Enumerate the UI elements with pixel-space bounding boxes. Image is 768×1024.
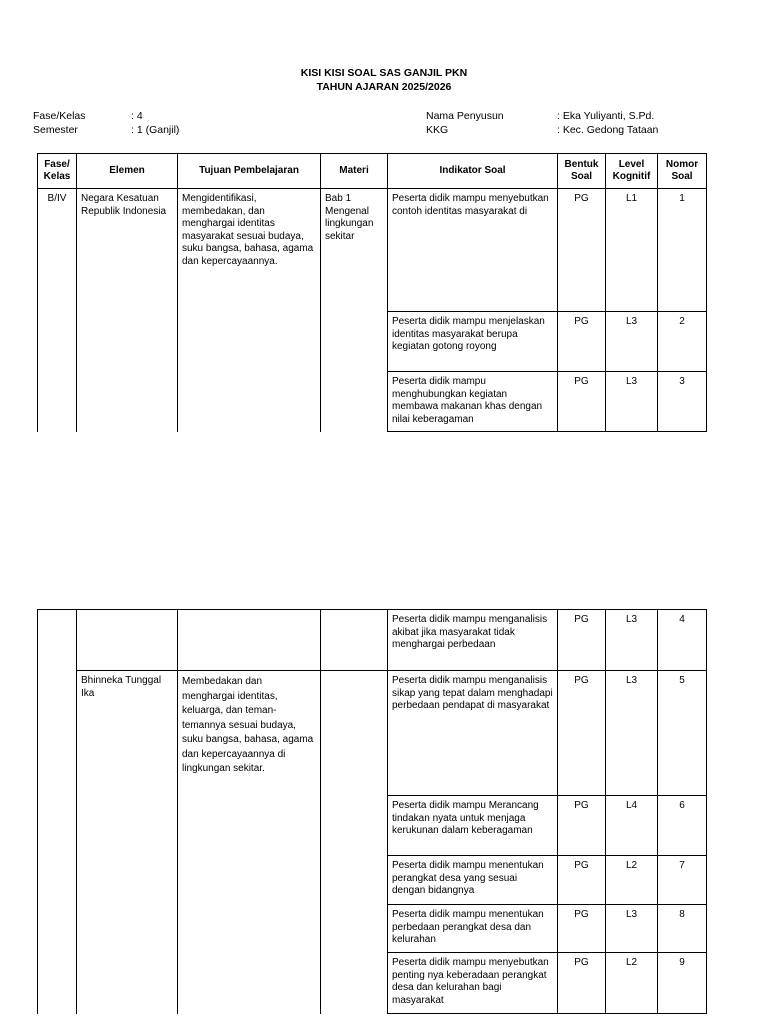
bentuk-cell: PG: [558, 671, 606, 796]
header-tujuan: Tujuan Pembelajaran: [178, 154, 321, 189]
materi-cell-empty: [321, 671, 388, 1014]
level-cell: L2: [606, 856, 658, 905]
nomor-cell: 8: [658, 905, 707, 953]
tujuan-cell-continued: [178, 610, 321, 671]
semester-label: Semester: [33, 124, 78, 136]
penyusun-label: Nama Penyusun: [426, 110, 504, 122]
fase-cell: B/IV: [38, 189, 77, 432]
nomor-cell: 3: [658, 372, 707, 432]
nomor-cell: 2: [658, 312, 707, 372]
level-cell: L2: [606, 953, 658, 1014]
header-level: Level Kognitif: [606, 154, 658, 189]
bentuk-cell: PG: [558, 905, 606, 953]
bentuk-cell: PG: [558, 189, 606, 312]
indikator-cell: Peserta didik mampu menyebutkan penting nya keberadaan perangkat desa dan kelurahan bagi masyarakat: [388, 953, 558, 1014]
semester-value: : 1 (Ganjil): [131, 124, 180, 136]
kisi-table-part1: [37, 153, 707, 432]
elemen-cell: Negara Kesatuan Republik Indonesia: [77, 189, 178, 432]
kkg-value: : Kec. Gedong Tataan: [557, 124, 659, 136]
indikator-cell: Peserta didik mampu menjelaskan identitas masyarakat berupa kegiatan gotong royong: [388, 312, 558, 372]
header-bentuk: Bentuk Soal: [558, 154, 606, 189]
level-cell: L4: [606, 796, 658, 856]
header-materi: Materi: [321, 154, 388, 189]
tujuan-cell: Membedakan dan menghargai identitas, keluarga, dan teman-temannya sesuai budaya, suku bangsa, bahasa, agama dan kepercayaannya di lingkungan sekitar.: [178, 671, 321, 1014]
nomor-cell: 7: [658, 856, 707, 905]
table-row: [38, 189, 707, 312]
level-cell: L3: [606, 671, 658, 796]
fase-label: Fase/Kelas: [33, 110, 86, 122]
bentuk-cell: PG: [558, 953, 606, 1014]
bentuk-cell: PG: [558, 610, 606, 671]
level-cell: L3: [606, 372, 658, 432]
elemen-cell: Bhinneka Tunggal Ika: [77, 671, 178, 1014]
level-cell: L3: [606, 610, 658, 671]
materi-cell: Bab 1 Mengenal lingkungan sekitar: [321, 189, 388, 432]
header-fase: Fase/ Kelas: [38, 154, 77, 189]
indikator-cell: Peserta didik mampu menghubungkan kegiatan membawa makanan khas dengan nilai keberagaman: [388, 372, 558, 432]
nomor-cell: 4: [658, 610, 707, 671]
level-cell: L3: [606, 905, 658, 953]
bentuk-cell: PG: [558, 856, 606, 905]
level-cell: L3: [606, 312, 658, 372]
bentuk-cell: PG: [558, 312, 606, 372]
header-nomor: Nomor Soal: [658, 154, 707, 189]
elemen-cell-continued: [77, 610, 178, 671]
tujuan-cell: Mengidentifikasi, membedakan, dan menghargai identitas masyarakat sesuai budaya, suku bangsa, bahasa, agama dan kepercayaannya.: [178, 189, 321, 432]
bentuk-cell: PG: [558, 796, 606, 856]
nomor-cell: 9: [658, 953, 707, 1014]
header-elemen: Elemen: [77, 154, 178, 189]
fase-value: : 4: [131, 110, 143, 122]
indikator-cell: Peserta didik mampu menyebutkan contoh identitas masyarakat di: [388, 189, 558, 312]
kisi-table-part2: [37, 609, 707, 1014]
indikator-cell: Peserta didik mampu menganalisis akibat jika masyarakat tidak menghargai perbedaan: [388, 610, 558, 671]
indikator-cell: Peserta didik mampu Merancang tindakan nyata untuk menjaga kerukunan dalam keberagaman: [388, 796, 558, 856]
header-indikator: Indikator Soal: [388, 154, 558, 189]
table-row: [38, 671, 707, 796]
fase-cell-continued: [38, 610, 77, 1014]
nomor-cell: 5: [658, 671, 707, 796]
penyusun-value: : Eka Yuliyanti, S.Pd.: [557, 110, 655, 122]
indikator-cell: Peserta didik mampu menentukan perangkat desa yang sesuai dengan bidangnya: [388, 856, 558, 905]
table-header-row: [38, 154, 707, 189]
table-row: [38, 610, 707, 671]
nomor-cell: 6: [658, 796, 707, 856]
kkg-label: KKG: [426, 124, 449, 136]
level-cell: L1: [606, 189, 658, 312]
bentuk-cell: PG: [558, 372, 606, 432]
nomor-cell: 1: [658, 189, 707, 312]
document-title: KISI KISI SOAL SAS GANJIL PKN: [300, 67, 468, 79]
materi-cell-continued: [321, 610, 388, 671]
indikator-cell: Peserta didik mampu menganalisis sikap yang tepat dalam menghadapi perbedaan pendapat di masyarakat: [388, 671, 558, 796]
indikator-cell: Peserta didik mampu menentukan perbedaan perangkat desa dan kelurahan: [388, 905, 558, 953]
document-subtitle: TAHUN AJARAN 2025/2026: [316, 81, 452, 93]
